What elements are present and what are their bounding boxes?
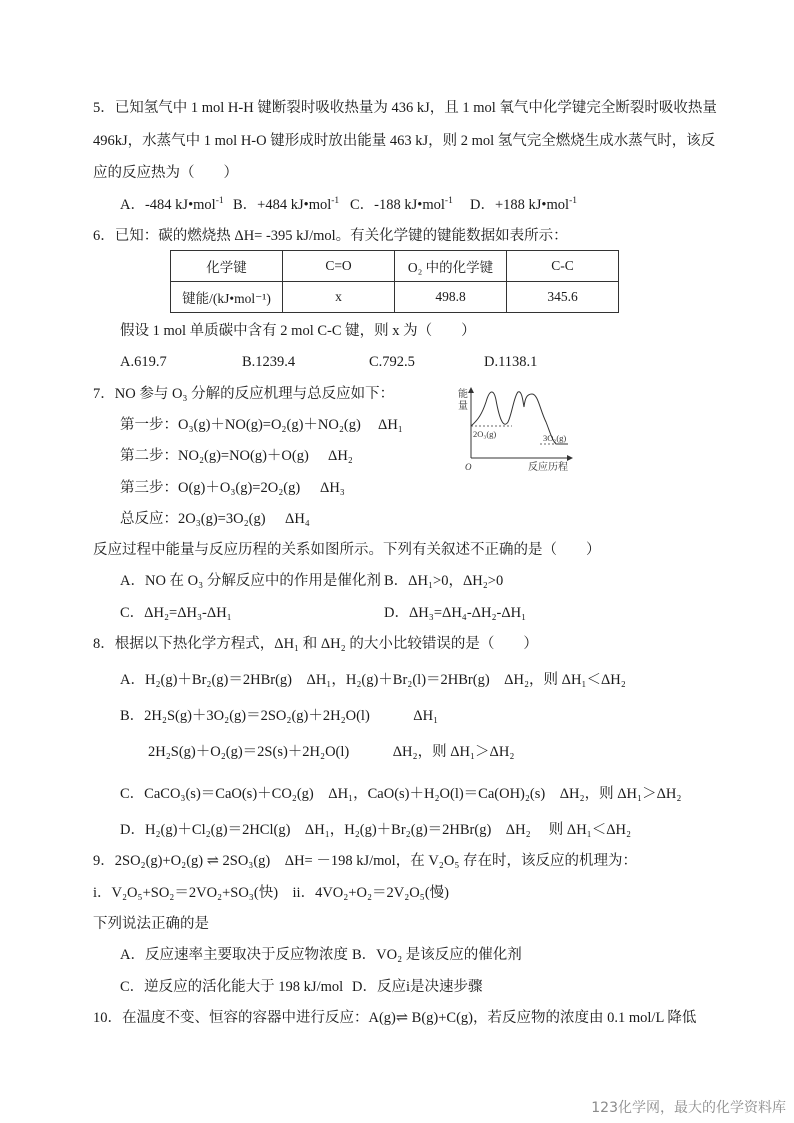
y-axis-label-1: 能 bbox=[458, 389, 468, 400]
q8-stem: 8．根据以下热化学方程式，ΔH₁ 和 ΔH₂ 的大小比较错误的是（ ） bbox=[93, 636, 538, 652]
y-axis-label-2: 量 bbox=[458, 401, 468, 412]
q8-option-a: A．H₂(g)＋Br₂(g)＝2HBr(g) ΔH₁，H₂(g)＋Br₂(l)＝2HBr(g) ΔH₂，则 ΔH₁＜ΔH₂ bbox=[120, 672, 626, 688]
q5-stem-line3: 应的反应热为（ ） bbox=[93, 165, 238, 181]
q6-stem-line2: 假设 1 mol 单质碳中含有 2 mol C-C 键，则 x 为（ ） bbox=[120, 323, 476, 339]
table-header-row bbox=[171, 251, 619, 282]
site-watermark: 123化学网，最大的化学资料库 bbox=[591, 1100, 786, 1116]
q9-option-b: B．VO₂ 是该反应的催化剂 bbox=[352, 947, 522, 963]
table-cell: 498.8 bbox=[395, 282, 507, 313]
q7-option-c: C．ΔH₂=ΔH₃-ΔH₁ bbox=[120, 605, 232, 621]
q5-stem-line1: 5．已知氢气中 1 mol H-H 键断裂时吸收热量为 436 kJ，且 1 mol 氧气中化学键完全断裂时吸收热量 bbox=[93, 100, 717, 116]
q8-option-d: D．H₂(g)＋Cl₂(g)＝2HCl(g) ΔH₁，H₂(g)＋Br₂(g)＝2HBr(g) ΔH₂ 则 ΔH₁＜ΔH₂ bbox=[120, 822, 632, 838]
q7-step1-dh: ΔH₁ bbox=[378, 417, 403, 433]
q5-option-c: C．-188 kJ•mol$^{-1}$ bbox=[350, 196, 453, 213]
q6-option-a: A.619.7 bbox=[120, 354, 167, 370]
q7-step3-dh: ΔH₃ bbox=[320, 480, 345, 496]
q6-option-c: C.792.5 bbox=[369, 354, 415, 370]
q5-option-a: A．-484 kJ•mol$^{-1}$ bbox=[120, 196, 224, 213]
q6-option-d: D.1138.1 bbox=[484, 354, 538, 370]
q8-option-b-line2: 2H₂S(g)＋O₂(g)＝2S(s)＋2H₂O(l) ΔH₂，则 ΔH₁＞ΔH₂ bbox=[148, 744, 515, 760]
q7-option-d: D．ΔH₃=ΔH₄-ΔH₂-ΔH₁ bbox=[384, 605, 527, 621]
q5-stem-line2: 496kJ，水蒸气中 1 mol H-O 键形成时放出能量 463 kJ，则 2 mol 氢气完全燃烧生成水蒸气时，该反 bbox=[93, 133, 716, 149]
table-header-cell: C-C bbox=[507, 251, 619, 282]
table-row-label: 键能/(kJ•mol⁻¹) bbox=[171, 282, 283, 313]
q8-option-c: C．CaCO₃(s)＝CaO(s)＋CO₂(g) ΔH₁，CaO(s)＋H₂O(l)＝Ca(OH)₂(s) ΔH₂，则 ΔH₁＞ΔH₂ bbox=[120, 786, 682, 802]
end-state-label: 3O₂(g) bbox=[543, 433, 567, 443]
table-cell: 345.6 bbox=[507, 282, 619, 313]
q6-stem-line1: 6．已知：碳的燃烧热 ΔH= -395 kJ/mol。有关化学键的键能数据如表所示： bbox=[93, 228, 568, 244]
table-header-cell: C=O bbox=[283, 251, 395, 282]
q7-option-b: B．ΔH₁>0，ΔH₂>0 bbox=[384, 573, 504, 589]
origin-label: O bbox=[465, 462, 472, 472]
x-axis-label: 反应历程 bbox=[528, 462, 568, 473]
table-header-cell: O₂ 中的化学键 bbox=[395, 251, 507, 282]
q5-option-d: D．+188 kJ•mol$^{-1}$ bbox=[470, 196, 577, 213]
q7-step2-dh: ΔH₂ bbox=[328, 448, 353, 464]
bond-energy-table bbox=[170, 250, 619, 313]
q7-step1: 第一步：O₃(g)＋NO(g)=O₂(g)＋NO₂(g) bbox=[120, 417, 361, 433]
q9-option-c: C．逆反应的活化能大于 198 kJ/mol bbox=[120, 979, 344, 995]
q7-total-dh: ΔH₄ bbox=[285, 511, 310, 527]
energy-profile-diagram bbox=[440, 382, 580, 474]
q10-stem: 10．在温度不变、恒容的容器中进行反应：A(g)⇌ B(g)+C(g)，若反应物的浓度由 0.1 mol/L 降低 bbox=[93, 1010, 697, 1026]
table-header-cell: 化学键 bbox=[171, 251, 283, 282]
q7-step3: 第三步：O(g)＋O₃(g)=2O₂(g) bbox=[120, 480, 301, 496]
q9-stem-line1: 9．2SO₂(g)+O₂(g) ⇌ 2SO₃(g) ΔH= －198 kJ/mol，在 V₂O₅ 存在时，该反应的机理为： bbox=[93, 853, 638, 869]
table-cell: x bbox=[283, 282, 395, 313]
q8-option-b-line1: B．2H₂S(g)＋3O₂(g)＝2SO₂(g)＋2H₂O(l) ΔH₁ bbox=[120, 708, 439, 724]
q7-stem-line1: 7．NO 参与 O₃ 分解的反应机理与总反应如下： bbox=[93, 386, 395, 402]
q9-prompt: 下列说法正确的是 bbox=[93, 916, 209, 932]
q9-option-a: A．反应速率主要取决于反应物浓度 bbox=[120, 947, 348, 963]
q6-option-b: B.1239.4 bbox=[242, 354, 296, 370]
q9-option-d: D．反应i是决速步骤 bbox=[352, 979, 483, 995]
q9-mechanism: i．V₂O₅+SO₂＝2VO₂+SO₃(快) ii．4VO₂+O₂＝2V₂O₅(慢) bbox=[93, 885, 449, 901]
q5-option-b: B．+484 kJ•mol$^{-1}$ bbox=[233, 196, 340, 213]
table-row bbox=[171, 282, 619, 313]
start-state-label: 2O₃(g) bbox=[473, 429, 497, 439]
q7-step2: 第二步：NO₂(g)=NO(g)＋O(g) bbox=[120, 448, 309, 464]
q7-option-a: A．NO 在 O₃ 分解反应中的作用是催化剂 bbox=[120, 573, 381, 589]
q7-total-reaction: 总反应：2O₃(g)=3O₂(g) bbox=[120, 511, 266, 527]
q7-stem-line2: 反应过程中能量与反应历程的关系如图所示。下列有关叙述不正确的是（ ） bbox=[93, 542, 601, 558]
